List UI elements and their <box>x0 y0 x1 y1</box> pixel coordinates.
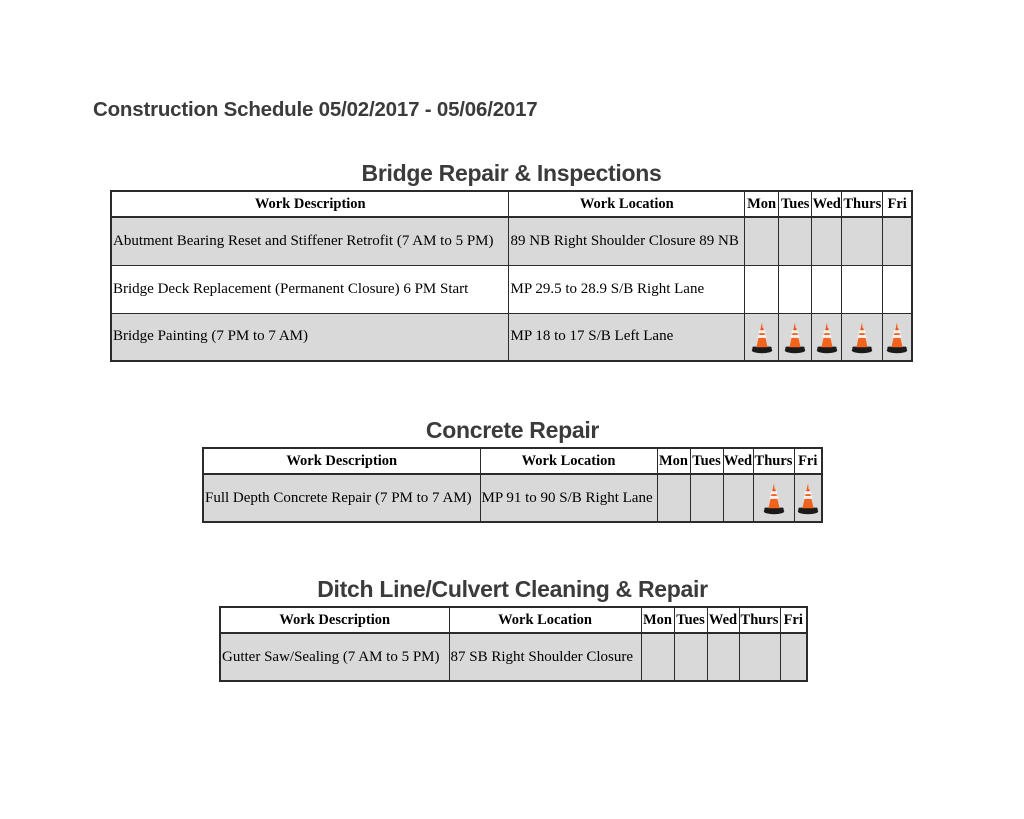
column-header-fri: Fri <box>883 191 912 217</box>
table-header-row <box>220 607 807 633</box>
cell-day-mon <box>745 217 779 265</box>
cell-day-fri <box>883 265 912 313</box>
cell-day-wed <box>812 217 842 265</box>
traffic-cone-icon <box>762 481 786 515</box>
column-header-work-description: Work Description <box>203 448 480 474</box>
cell-day-thurs <box>753 474 794 522</box>
cell-day-mon <box>641 633 674 681</box>
cone-marker <box>745 320 778 354</box>
cell-day-wed <box>812 265 842 313</box>
cone-marker <box>795 481 822 515</box>
cell-work-location: 89 NB Right Shoulder Closure 89 NB <box>509 217 745 265</box>
cell-day-tues <box>690 474 723 522</box>
cone-marker <box>812 320 841 354</box>
cell-day-tues <box>779 313 812 361</box>
column-header-tues: Tues <box>690 448 723 474</box>
cell-day-thurs <box>842 265 883 313</box>
table-row <box>111 265 912 313</box>
column-header-mon: Mon <box>745 191 779 217</box>
cell-day-thurs <box>842 313 883 361</box>
column-header-tues: Tues <box>674 607 707 633</box>
column-header-work-location: Work Location <box>449 607 641 633</box>
traffic-cone-icon <box>815 320 839 354</box>
column-header-wed: Wed <box>812 191 842 217</box>
traffic-cone-icon <box>885 320 909 354</box>
traffic-cone-icon <box>850 320 874 354</box>
schedule-table <box>202 447 823 523</box>
cell-work-description: Gutter Saw/Sealing (7 AM to 5 PM) <box>220 633 449 681</box>
cell-day-mon <box>657 474 690 522</box>
column-header-thurs: Thurs <box>753 448 794 474</box>
schedule-table <box>219 606 808 682</box>
cell-day-thurs <box>739 633 780 681</box>
table-body <box>220 633 807 681</box>
column-header-work-location: Work Location <box>480 448 657 474</box>
cell-work-description: Abutment Bearing Reset and Stiffener Retrofit (7 AM to 5 PM) <box>111 217 509 265</box>
cell-work-description: Full Depth Concrete Repair (7 PM to 7 AM) <box>203 474 480 522</box>
traffic-cone-icon <box>796 481 820 515</box>
column-header-thurs: Thurs <box>842 191 883 217</box>
section-heading: Bridge Repair & Inspections <box>361 160 662 186</box>
table-header-row <box>111 191 912 217</box>
cell-day-tues <box>779 217 812 265</box>
cell-day-mon <box>745 265 779 313</box>
cell-day-thurs <box>842 217 883 265</box>
column-header-work-description: Work Description <box>111 191 509 217</box>
table-header-row <box>203 448 822 474</box>
table-row <box>111 217 912 265</box>
cell-day-wed <box>812 313 842 361</box>
cell-work-location: 87 SB Right Shoulder Closure <box>449 633 641 681</box>
cell-day-tues <box>779 265 812 313</box>
cell-day-fri <box>883 313 912 361</box>
table-row <box>203 474 822 522</box>
cell-day-fri <box>883 217 912 265</box>
cell-day-fri <box>794 474 822 522</box>
column-header-tues: Tues <box>779 191 812 217</box>
column-header-thurs: Thurs <box>739 607 780 633</box>
traffic-cone-icon <box>783 320 807 354</box>
column-header-wed: Wed <box>723 448 753 474</box>
cell-day-wed <box>707 633 739 681</box>
section-bridge-repair-and-inspections <box>110 160 913 362</box>
section-heading: Concrete Repair <box>425 417 600 443</box>
table-row <box>220 633 807 681</box>
cell-day-mon <box>745 313 779 361</box>
cell-work-location: MP 91 to 90 S/B Right Lane <box>480 474 657 522</box>
cone-marker <box>883 320 911 354</box>
column-header-fri: Fri <box>794 448 822 474</box>
cone-marker <box>779 320 811 354</box>
section-heading: Ditch Line/Culvert Cleaning & Repair <box>317 576 708 602</box>
cell-day-tues <box>674 633 707 681</box>
cone-marker <box>754 481 794 515</box>
column-header-mon: Mon <box>641 607 674 633</box>
section-ditch-line-culvert-cleaning-and-repair <box>219 576 806 682</box>
cell-work-location: MP 18 to 17 S/B Left Lane <box>509 313 745 361</box>
column-header-work-description: Work Description <box>220 607 449 633</box>
page-title: Construction Schedule 05/02/2017 - 05/06/2017 <box>93 98 538 121</box>
section-concrete-repair <box>202 417 823 523</box>
cone-marker <box>842 320 882 354</box>
table-body <box>203 474 822 522</box>
cell-work-description: Bridge Deck Replacement (Permanent Closure) 6 PM Start <box>111 265 509 313</box>
schedule-table <box>110 190 913 362</box>
column-header-work-location: Work Location <box>509 191 745 217</box>
column-header-mon: Mon <box>657 448 690 474</box>
column-header-wed: Wed <box>707 607 739 633</box>
column-header-fri: Fri <box>780 607 807 633</box>
cell-day-fri <box>780 633 807 681</box>
cell-work-location: MP 29.5 to 28.9 S/B Right Lane <box>509 265 745 313</box>
table-row <box>111 313 912 361</box>
cell-day-wed <box>723 474 753 522</box>
traffic-cone-icon <box>750 320 774 354</box>
cell-work-description: Bridge Painting (7 PM to 7 AM) <box>111 313 509 361</box>
table-body <box>111 217 912 361</box>
